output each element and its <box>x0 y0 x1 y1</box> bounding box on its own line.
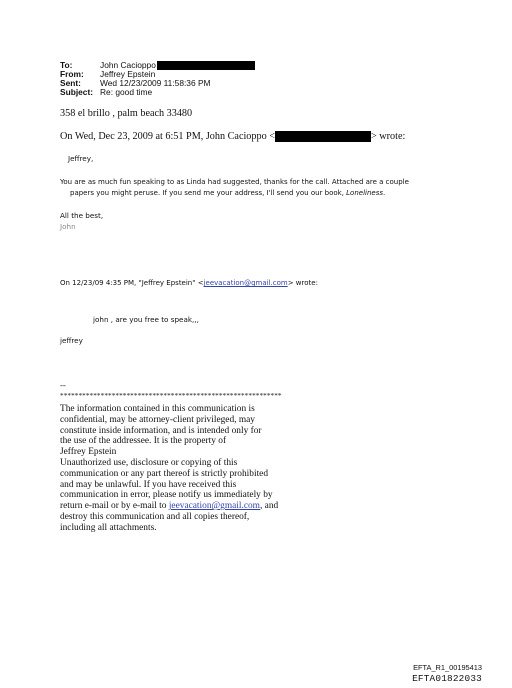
from-label: From: <box>60 69 84 79</box>
from-value: Jeffrey Epstein <box>100 69 156 79</box>
message-closing: All the best, <box>60 211 104 220</box>
message-body: john , are you free to speak,,, <box>93 315 199 324</box>
message-text: papers you might peruse. If you send me your address, I'll send you our book, <box>70 189 347 197</box>
separator-dashes: -- <box>60 380 66 390</box>
disclaimer-block <box>60 404 278 534</box>
disclaimer-line: including all attachments. <box>60 522 157 533</box>
disclaimer-line: communication or any part thereof is strictly prohibited <box>60 468 269 479</box>
subject-value: Re: good time <box>100 87 153 97</box>
message-line: You are as much fun speaking to as Linda had suggested, thanks for the call. Attached are a couple <box>60 178 409 186</box>
disclaimer-line: confidential, may be attorney-client privileged, may <box>60 414 255 425</box>
disclaimer-line: Unauthorized use, disclosure or copying of this <box>60 457 238 468</box>
separator-stars: ************************************************************ <box>60 392 282 400</box>
quote-intro-text: On 12/23/09 4:35 PM, "Jeffrey Epstein" < <box>60 279 204 287</box>
disclaimer-line: destroy this communication and all copies thereof, <box>60 511 250 522</box>
email-link[interactable]: jeevacation@gmail.com <box>203 279 288 287</box>
sent-label: Sent: <box>60 78 81 88</box>
quote-intro <box>60 279 318 287</box>
book-title: Loneliness <box>346 189 384 197</box>
message-signature: John <box>60 222 76 231</box>
sent-value: Wed 12/23/2009 11:58:36 PM <box>100 78 211 88</box>
to-row <box>60 61 255 70</box>
message-text: . <box>383 189 386 197</box>
address-line: 358 el brillo , palm beach 33480 <box>60 108 193 119</box>
disclaimer-line: the use of the addressee. It is the property of <box>60 436 227 447</box>
disclaimer-line: communication in error, please notify us immediately by <box>60 490 273 501</box>
message-signature: jeffrey <box>60 336 83 345</box>
redaction-bar <box>157 61 255 70</box>
to-value: John Cacioppo <box>100 60 156 70</box>
disclaimer-line: and may be unlawful. If you have received this <box>60 479 237 490</box>
document-reference-primary: EFTA_R1_00195413 <box>413 663 482 672</box>
disclaimer-text: , and <box>259 501 279 512</box>
disclaimer-line: Jeffrey Epstein <box>60 447 117 458</box>
disclaimer-line: The information contained in this communication is <box>60 404 255 414</box>
message-line <box>70 189 385 197</box>
subject-row <box>60 88 255 97</box>
message-greeting: Jeffrey, <box>68 154 94 163</box>
reply-intro <box>60 131 405 142</box>
redaction-bar <box>275 131 371 142</box>
disclaimer-line: constitute inside information, and is intended only for <box>60 425 262 436</box>
email-header <box>60 61 255 97</box>
disclaimer-line <box>60 501 278 512</box>
to-label: To: <box>60 60 73 70</box>
email-link[interactable]: jeevacation@gmail.com <box>168 501 260 512</box>
document-reference-secondary: EFTA01822033 <box>412 673 482 684</box>
subject-label: Subject: <box>60 87 94 97</box>
quote-intro-suffix: > wrote: <box>287 279 318 287</box>
reply-intro-text: On Wed, Dec 23, 2009 at 6:51 PM, John Cacioppo < <box>60 131 275 142</box>
disclaimer-text: return e-mail or by e-mail to <box>60 501 169 512</box>
reply-intro-suffix: > wrote: <box>370 131 406 142</box>
